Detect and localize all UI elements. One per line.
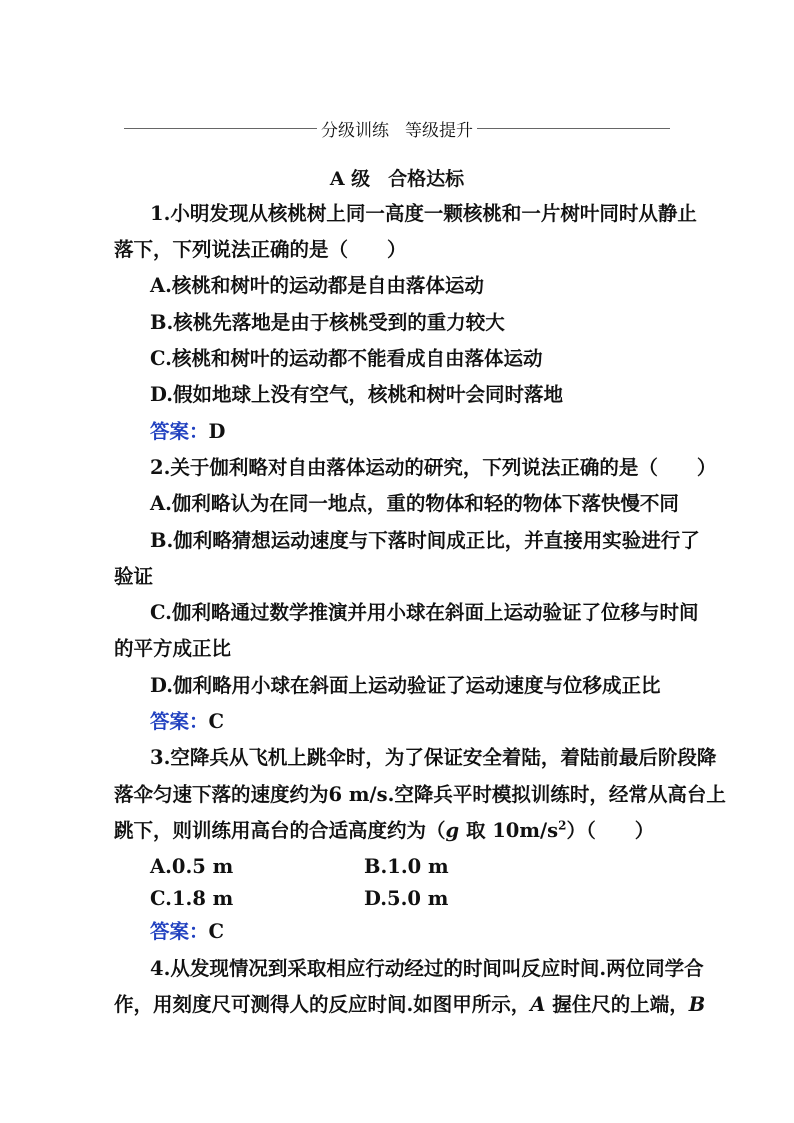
level-heading-part1: A 级 bbox=[329, 168, 371, 190]
q3-answer-label: 答案： bbox=[150, 920, 209, 943]
q3-stem-line3 bbox=[114, 817, 654, 845]
q3-line3-value: 10m/s bbox=[492, 819, 559, 842]
q4-stem-line2 bbox=[114, 991, 706, 1019]
q4-line2-mid: 握住尺的上端， bbox=[545, 993, 689, 1016]
q1-answer-label: 答案： bbox=[150, 420, 209, 443]
q3-line3-mid: 取 bbox=[459, 819, 493, 842]
q2-option-d: D.伽利略用小球在斜面上运动验证了运动速度与位移成正比 bbox=[150, 674, 661, 697]
level-heading-part2: 合格达标 bbox=[388, 168, 465, 190]
q1-option-a: A.核桃和树叶的运动都是自由落体运动 bbox=[150, 274, 484, 297]
q3-option-d: D.5.0 m bbox=[364, 887, 449, 910]
q2-option-b-line1: B.伽利略猜想运动速度与下落时间成正比，并直接用实验进行了 bbox=[150, 529, 700, 552]
banner-title-part2: 等级提升 bbox=[405, 120, 473, 141]
q3-answer-value: C bbox=[208, 920, 225, 943]
banner-rule-left bbox=[124, 128, 317, 129]
q3-option-c: C.1.8 m bbox=[150, 887, 234, 910]
q4-stem-line1: 4.从发现情况到采取相应行动经过的时间叫反应时间.两位同学合 bbox=[150, 957, 704, 980]
q1-option-d: D.假如地球上没有空气，核桃和树叶会同时落地 bbox=[150, 383, 564, 406]
banner-rule-right bbox=[477, 128, 670, 129]
q1-option-c: C.核桃和树叶的运动都不能看成自由落体运动 bbox=[150, 347, 543, 370]
q1-answer-value: D bbox=[208, 420, 226, 443]
level-heading bbox=[0, 164, 794, 191]
q2-answer-label: 答案： bbox=[150, 710, 209, 733]
q3-line2-rest: .空降兵平时模拟训练时，经常从高台上 bbox=[387, 783, 726, 806]
q2-answer-value: C bbox=[208, 710, 225, 733]
q3-option-b: B.1.0 m bbox=[364, 855, 449, 878]
q3-line2-speed: 6 m/s bbox=[328, 783, 388, 806]
q4-line2-text: 作，用刻度尺可测得人的反应时间.如图甲所示， bbox=[114, 993, 531, 1016]
q3-option-a: A.0.5 m bbox=[150, 855, 234, 878]
q2-option-c-line1: C.伽利略通过数学推演并用小球在斜面上运动验证了位移与时间 bbox=[150, 601, 699, 624]
q3-line2-text: 落伞匀速下落的速度约为 bbox=[114, 783, 329, 806]
q3-line3-g: g bbox=[445, 819, 460, 842]
q4-line2-person-a: A bbox=[530, 993, 546, 1016]
q2-stem: 2.关于伽利略对自由落体运动的研究，下列说法正确的是（ ） bbox=[150, 456, 717, 479]
section-banner bbox=[124, 114, 670, 142]
q3-stem-line1: 3.空降兵从飞机上跳伞时，为了保证安全着陆，着陆前最后阶段降 bbox=[150, 746, 717, 769]
banner-title bbox=[317, 116, 477, 141]
q3-line3-exponent: 2 bbox=[558, 818, 567, 833]
q2-answer bbox=[150, 708, 224, 736]
q1-option-b: B.核桃先落地是由于核桃受到的重力较大 bbox=[150, 311, 505, 334]
q2-option-c-line2: 的平方成正比 bbox=[114, 637, 232, 660]
q1-stem-line1: 1.小明发现从核桃树上同一高度一颗核桃和一片树叶同时从静止 bbox=[150, 202, 697, 225]
q3-line3-rest: ）（ ） bbox=[566, 819, 655, 842]
q4-line2-person-b: B bbox=[688, 993, 706, 1016]
q1-answer bbox=[150, 418, 225, 446]
q1-stem-line2: 落下，下列说法正确的是（ ） bbox=[114, 238, 407, 261]
q3-stem-line2 bbox=[114, 781, 726, 809]
banner-title-part1: 分级训练 bbox=[321, 120, 389, 141]
q2-option-a: A.伽利略认为在同一地点，重的物体和轻的物体下落快慢不同 bbox=[150, 492, 679, 515]
q3-line3-text: 跳下，则训练用高台的合适高度约为（ bbox=[114, 819, 446, 842]
q2-option-b-line2: 验证 bbox=[114, 565, 154, 588]
q3-answer bbox=[150, 918, 224, 946]
